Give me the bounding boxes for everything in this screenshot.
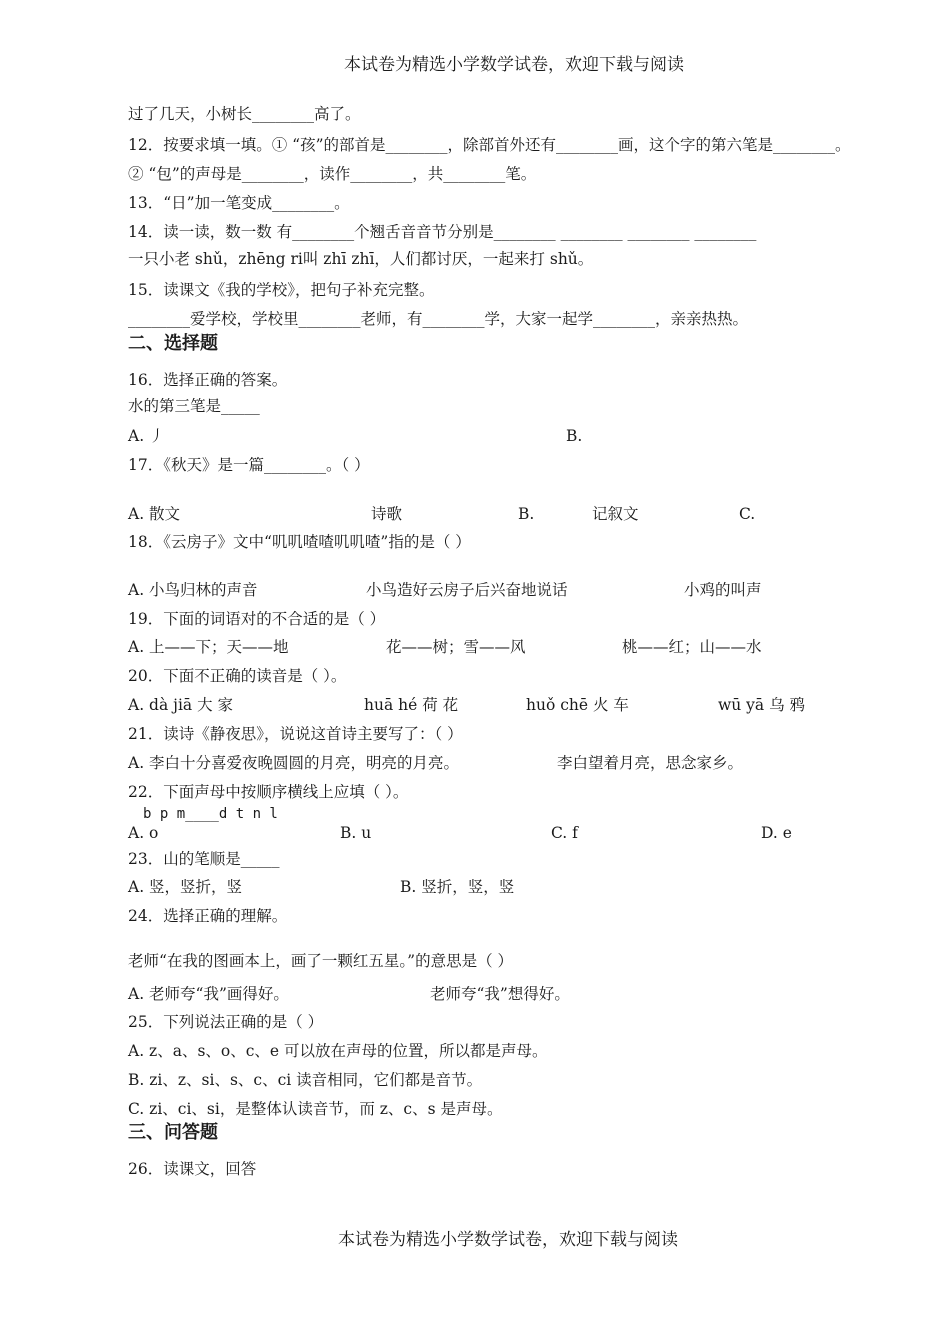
question-20-stem: 20．下面不正确的读音是（ ）。	[128, 667, 347, 685]
question-22-sequence: b p m____d t n l	[143, 806, 278, 822]
question-24-option-a: A. 老师夸“我”画得好。	[128, 985, 289, 1003]
question-18-option-a: A. 小鸟归林的声音	[128, 581, 258, 599]
question-20-option-d: wū yā 乌 鸦	[718, 696, 806, 714]
line-fill-tree: 过了几天，小树长________高了。	[128, 105, 361, 123]
question-22-option-d: D. e	[761, 824, 792, 842]
question-25-stem: 25．下列说法正确的是（ ）	[128, 1013, 324, 1031]
question-14-text: 一只小老 shǔ，zhēng ri叫 zhī zhī，人们都讨厌，一起来打 shǔ。	[128, 250, 594, 268]
question-12-part2: ② “包”的声母是________，读作________，共________笔。	[128, 165, 537, 183]
question-22-stem: 22．下面声母中按顺序横线上应填（ ）。	[128, 783, 409, 801]
question-25-option-a: A. z、a、s、o、c、e 可以放在声母的位置，所以都是声母。	[128, 1042, 548, 1060]
question-25-option-c: C. zi、ci、si，是整体认读音节，而 z、c、s 是声母。	[128, 1100, 503, 1118]
question-16-sub: 水的第三笔是_____	[128, 397, 260, 415]
question-17-option-b: B.	[518, 505, 535, 523]
question-16-option-b: B.	[566, 427, 583, 445]
question-23-stem: 23．山的笔顺是_____	[128, 850, 280, 868]
question-24-stem: 24．选择正确的理解。	[128, 907, 288, 925]
question-14-stem: 14．读一读，数一数 有________个翘舌音音节分别是________ ________ ________ ________	[128, 223, 757, 241]
question-13: 13．“日”加一笔变成________。	[128, 194, 350, 212]
question-19-option-c: 桃——红；山——水	[622, 638, 762, 656]
question-17-option-a-text: 诗歌	[371, 505, 403, 523]
question-24-option-b: 老师夸“我”想得好。	[430, 985, 570, 1003]
question-18-stem: 18．《云房子》文中“叽叽喳喳叽叽喳”指的是（ ）	[128, 533, 471, 551]
section-heading-choice: 二、选择题	[128, 333, 218, 354]
question-22-option-c: C. f	[551, 824, 578, 842]
page-footer: 本试卷为精选小学数学试卷，欢迎下载与阅读	[338, 1230, 678, 1250]
question-17-option-b-text: 记叙文	[592, 505, 639, 523]
question-18-option-c: 小鸡的叫声	[684, 581, 762, 599]
page-header: 本试卷为精选小学数学试卷，欢迎下载与阅读	[344, 55, 684, 75]
question-19-option-a: A. 上——下；天——地	[128, 638, 289, 656]
question-23-option-b: B. 竖折，竖，竖	[400, 878, 515, 896]
question-17-option-a: A. 散文	[128, 505, 181, 523]
question-12-part1: 12．按要求填一填。① “孩”的部首是________，除部首外还有________画，这个字的第六笔是________。	[128, 136, 851, 154]
question-20-option-c: huǒ chē 火 车	[526, 696, 629, 714]
question-26-stem: 26．读课文，回答	[128, 1160, 257, 1178]
question-21-option-b: 李白望着月亮，思念家乡。	[557, 754, 744, 772]
question-21-stem: 21．读诗《静夜思》，说说这首诗主要写了：（ ）	[128, 725, 463, 743]
question-23-option-a: A. 竖，竖折，竖	[128, 878, 243, 896]
question-20-option-b: huā hé 荷 花	[364, 696, 459, 714]
question-22-option-b: B. u	[340, 824, 372, 842]
question-22-option-a: A. o	[128, 824, 159, 842]
section-heading-qa: 三、问答题	[128, 1122, 218, 1143]
question-15-sentence: ________爱学校，学校里________老师，有________学，大家一起学________，亲亲热热。	[128, 310, 749, 328]
question-18-option-b: 小鸟造好云房子后兴奋地说话	[366, 581, 568, 599]
question-24-quote: 老师“在我的图画本上，画了一颗红五星。”的意思是（ ）	[128, 952, 514, 970]
question-17-option-c: C.	[739, 505, 756, 523]
question-25-option-b: B. zi、z、si、s、c、ci 读音相同，它们都是音节。	[128, 1071, 483, 1089]
question-16-stem: 16．选择正确的答案。	[128, 371, 288, 389]
question-19-option-b: 花——树；雪——风	[386, 638, 526, 656]
question-15-stem: 15．读课文《我的学校》，把句子补充完整。	[128, 281, 435, 299]
question-21-option-a: A. 李白十分喜爱夜晚圆圆的月亮，明亮的月亮。	[128, 754, 460, 772]
question-16-option-a: A. 丿	[128, 427, 165, 445]
question-19-stem: 19．下面的词语对的不合适的是（ ）	[128, 610, 386, 628]
question-20-option-a: A. dà jiā 大 家	[128, 696, 233, 714]
question-17-stem: 17．《秋天》是一篇________。（ ）	[128, 456, 370, 474]
